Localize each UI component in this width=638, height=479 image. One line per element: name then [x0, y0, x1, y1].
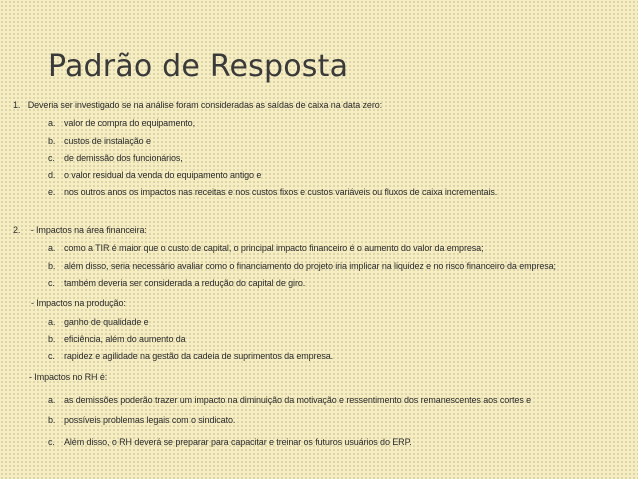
q1-intro-line	[13, 100, 382, 111]
q2-number: 2.	[13, 225, 21, 235]
list-text: Além disso, o RH deverá se preparar para capacitar e treinar os futuros usuários do ERP.	[64, 437, 412, 447]
list-text: custos de instalação e	[64, 136, 151, 146]
hr-heading: - Impactos no RH é:	[29, 372, 108, 382]
list-text: eficiência, além do aumento da	[64, 334, 186, 344]
production-heading: - Impactos na produção:	[31, 298, 126, 308]
list-text: possíveis problemas legais com o sindicato.	[64, 415, 236, 425]
list-text: valor de compra do equipamento,	[64, 118, 195, 128]
list-marker: a.	[48, 243, 56, 253]
list-marker: a.	[48, 395, 56, 405]
list-marker: a.	[48, 118, 56, 128]
list-marker: b.	[48, 261, 56, 271]
slide-title: Padrão de Resposta	[48, 49, 349, 84]
list-text: também deveria ser considerada a redução do capital de giro.	[64, 278, 306, 288]
list-marker: b.	[48, 415, 56, 425]
q1-number: 1.	[13, 100, 21, 110]
list-text: o valor residual da venda do equipamento antigo e	[64, 170, 262, 180]
list-text: além disso, seria necessário avaliar como o financiamento do projeto iria implicar na liquidez e no risco financeiro da empresa;	[64, 261, 556, 271]
list-marker: c.	[48, 437, 55, 447]
list-text: as demissões poderão trazer um impacto na diminuição da motivação e ressentimento dos remanescentes aos cortes e	[64, 395, 532, 405]
list-marker: a.	[48, 317, 56, 327]
list-text: rapidez e agilidade na gestão da cadeia de suprimentos da empresa.	[64, 351, 334, 361]
q2-heading-line	[13, 225, 147, 236]
q1-intro: Deveria ser investigado se na análise foram consideradas as saídas de caixa na data zero:	[27, 100, 383, 110]
financial-heading: - Impactos na área financeira:	[30, 225, 147, 235]
list-text: como a TIR é maior que o custo de capital, o principal impacto financeiro é o aumento do valor da empresa;	[64, 243, 484, 253]
list-marker: e.	[48, 187, 56, 197]
list-marker: b.	[48, 136, 56, 146]
list-text: ganho de qualidade e	[64, 317, 149, 327]
list-marker: c.	[48, 351, 55, 361]
list-marker: c.	[48, 153, 55, 163]
list-text: nos outros anos os impactos nas receitas e nos custos fixos e custos variáveis ou fluxos de caixa incrementais.	[64, 187, 498, 197]
list-text: de demissão dos funcionários,	[64, 153, 183, 163]
list-marker: c.	[48, 278, 55, 288]
list-marker: d.	[48, 170, 56, 180]
list-marker: b.	[48, 334, 56, 344]
